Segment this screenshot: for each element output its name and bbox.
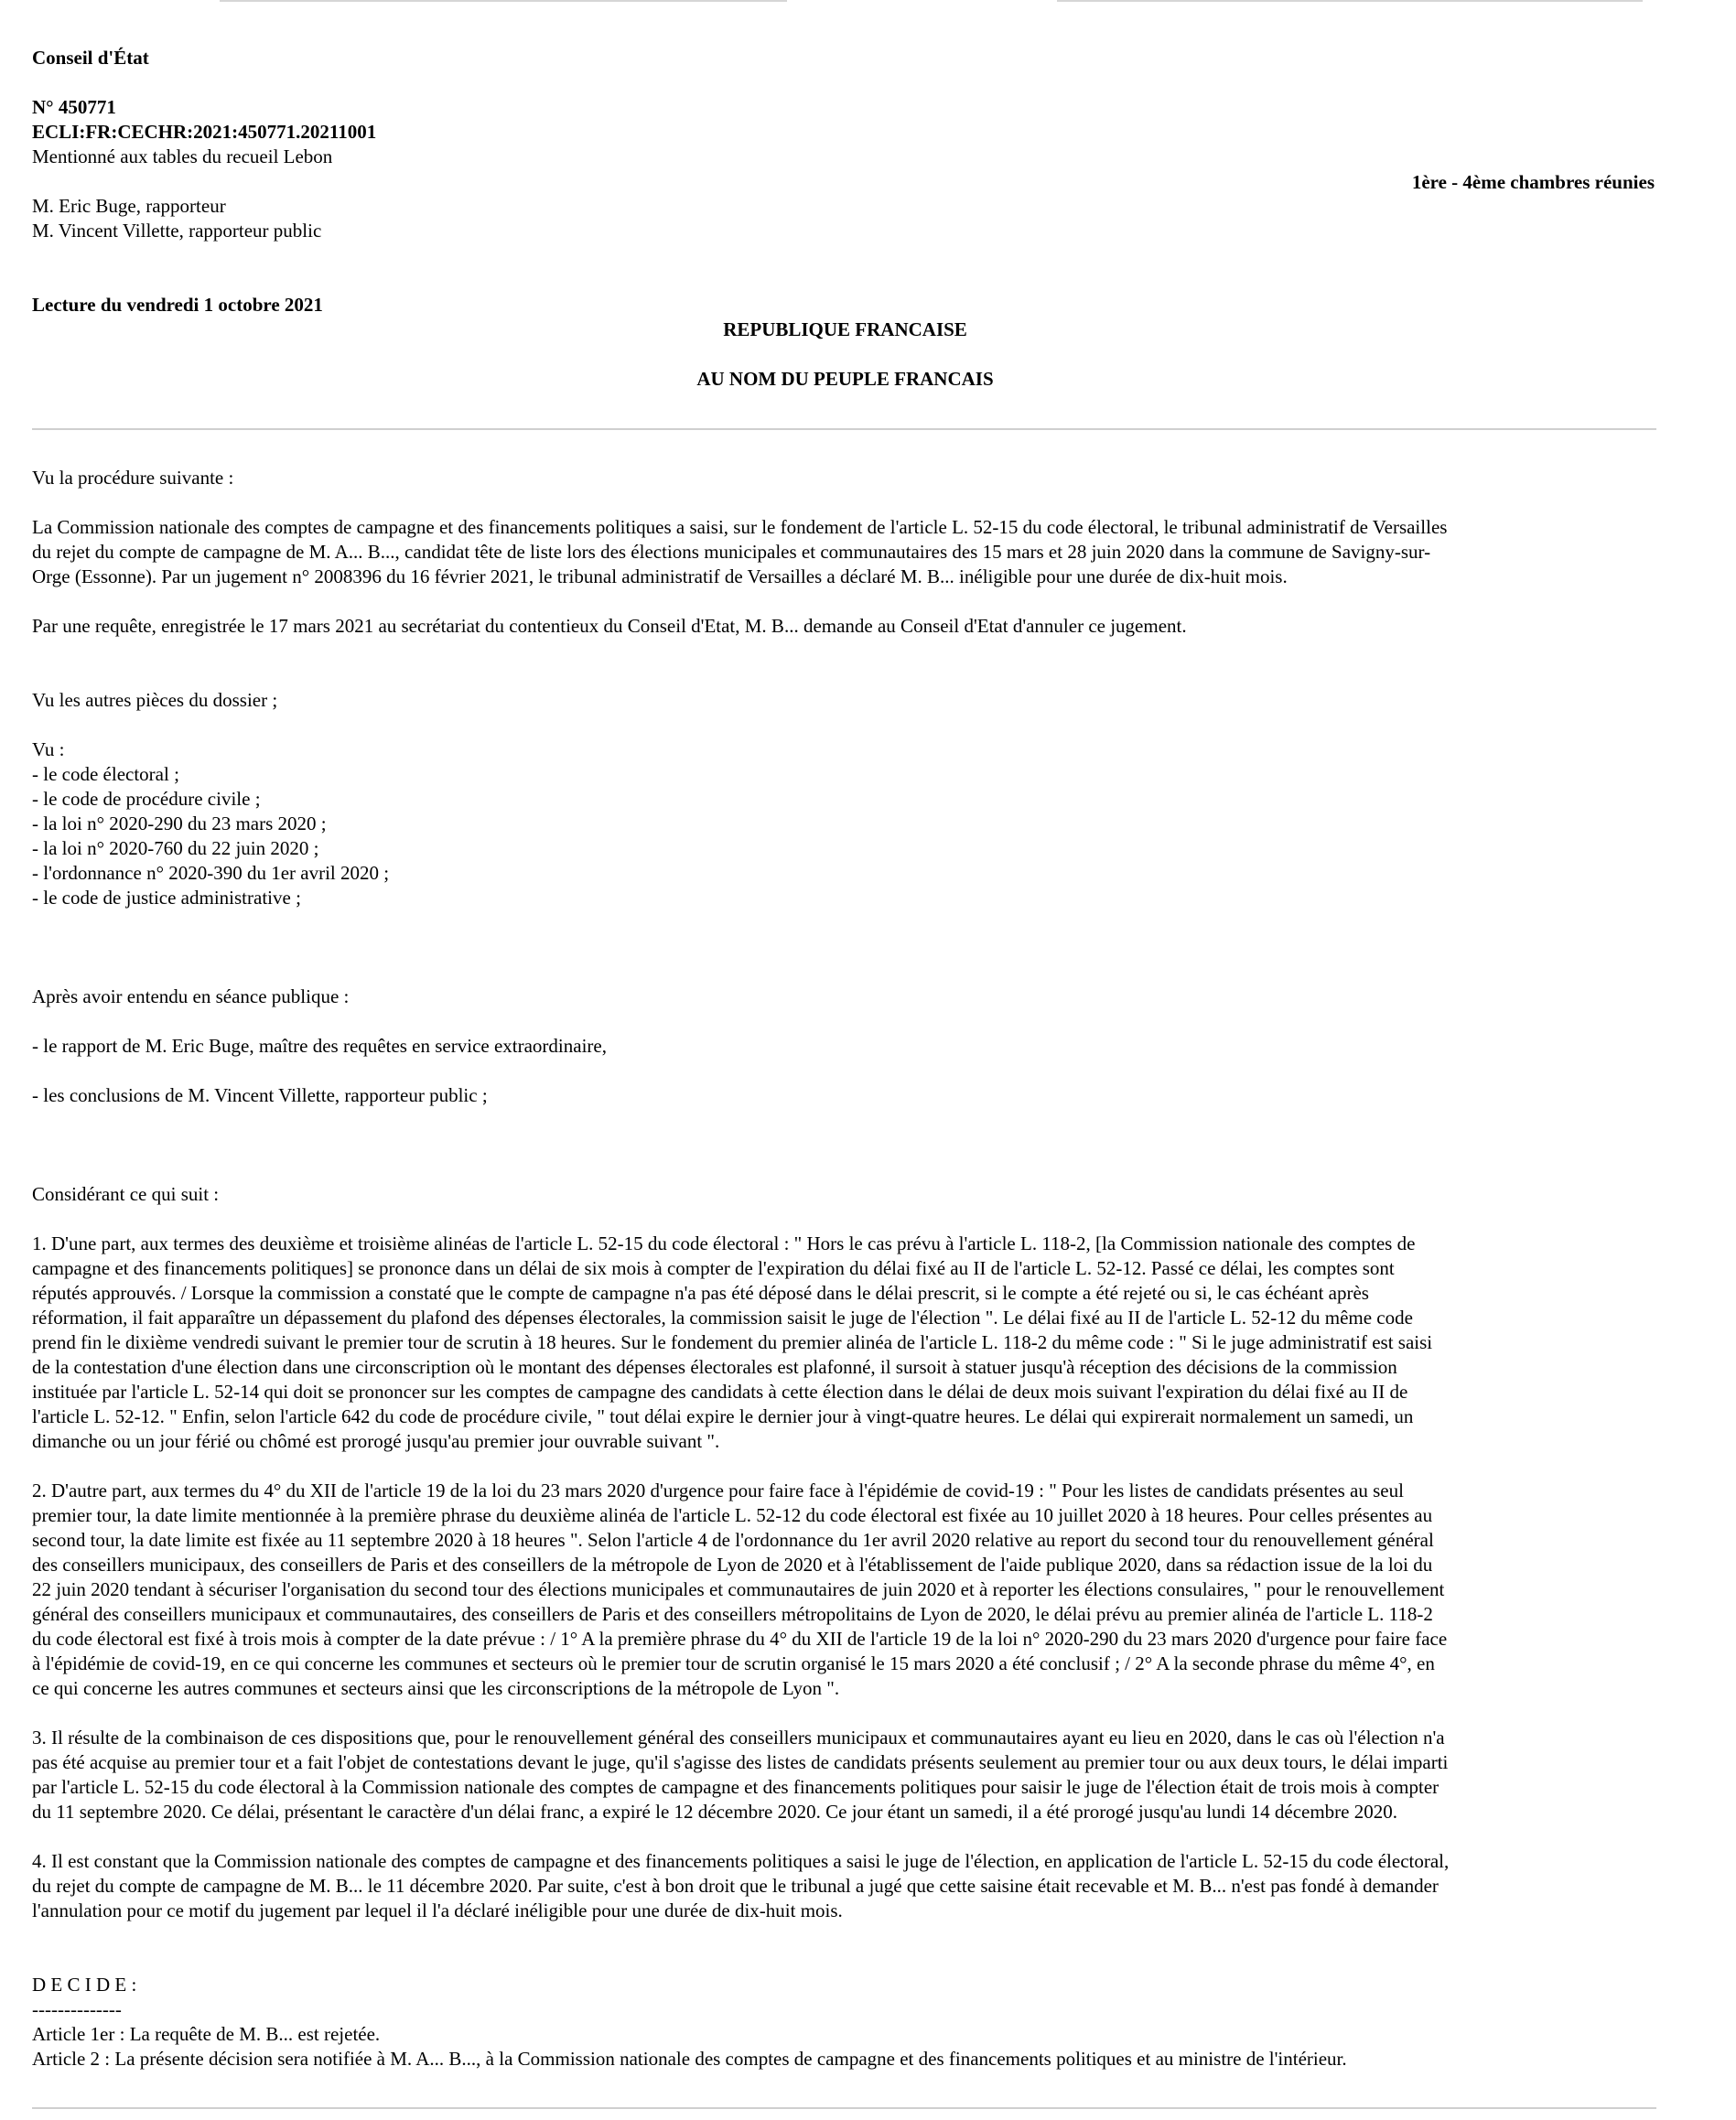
rapporteur-public: M. Vincent Villette, rapporteur public [32, 220, 322, 242]
paragraph-line: 2. D'autre part, aux termes du 4° du XII de l'article 19 de la loi du 23 mars 2020 d'urgence pour faire face à l'épidémie de covid-19 : " Pour les listes de candidats présentes au seul [32, 1480, 1404, 1501]
paragraph-line: 22 juin 2020 tendant à sécuriser l'organisation du second tour des élections municipales et communautaires de juin 2020 et à reporter les élections consulaires, " pour le renouvellement [32, 1578, 1445, 1600]
paragraph-line: général des conseillers municipaux et communautaires, des conseillers de Paris et des conseillers métropolitains de Lyon de 2020, le délai prévu au premier alinéa de l'article L. 118-2 [32, 1603, 1433, 1625]
procedure-line: du rejet du compte de campagne de M. A... B..., candidat tête de liste lors des élections municipales et communautaires des 15 mars et 28 juin 2020 dans la commune de Savigny-sur- [32, 541, 1431, 563]
paragraph-line: réputés approuvés. / Lorsque la commission a constaté que le compte de campagne n'a pas été déposé dans le délai prescrit, si le compte a été rejeté ou si, le cas échéant après [32, 1282, 1369, 1304]
top-divider-left [220, 0, 787, 2]
paragraph-line: réformation, il fait apparaître un dépassement du plafond des dépenses électorales, la commission saisit le juge de l'élection ". Le délai fixé au II de l'article L. 52-12 du même code [32, 1307, 1413, 1329]
paragraph-line: ce qui concerne les autres communes et secteurs ainsi que les circonscriptions de la métropole de Lyon ". [32, 1677, 840, 1699]
hearing-report: - le rapport de M. Eric Buge, maître des requêtes en service extraordinaire, [32, 1035, 607, 1057]
considering-intro: Considérant ce qui suit : [32, 1183, 220, 1205]
procedure-paragraph-1 [32, 515, 1656, 589]
paragraph-line: second tour, la date limite est fixée au 11 septembre 2020 à 18 heures ". Selon l'article 4 de l'ordonnance du 1er avril 2020 relative au report du second tour du renouvellement général [32, 1529, 1434, 1551]
considering-paragraph-2 [32, 1479, 1656, 1701]
paragraph-line: par l'article L. 52-15 du code électoral à la Commission nationale des comptes de campagne et des financements politiques pour saisir le juge de l'élection était de trois mois à compter [32, 1776, 1439, 1798]
article-2: Article 2 : La présente décision sera notifiée à M. A... B..., à la Commission nationale des comptes de campagne et des financements politiques et au ministre de l'intérieur. [32, 2048, 1347, 2070]
visas-list [32, 737, 1656, 910]
decision-block [32, 1973, 1656, 2072]
paragraph-line: du code électoral est fixé à trois mois à compter de la date prévue : / 1° A la première phrase du 4° du XII de l'article 19 de la loi n° 2020-290 du 23 mars 2020 d'urgence pour faire face [32, 1628, 1448, 1650]
visa-item: - le code de procédure civile ; [32, 788, 261, 810]
paragraph-line: l'article L. 52-12. " Enfin, selon l'article 642 du code de procédure civile, " tout délai expire le dernier jour à vingt-quatre heures. Le délai qui expirerait normalement un samedi, un [32, 1405, 1414, 1427]
visa-item: - l'ordonnance n° 2020-390 du 1er avril 2020 ; [32, 862, 390, 884]
people-heading: AU NOM DU PEUPLE FRANCAIS [696, 368, 994, 390]
paragraph-line: 3. Il résulte de la combinaison de ces dispositions que, pour le renouvellement général des conseillers municipaux et communautaires ayant eu lieu en 2020, dans le cas où l'élection n'a [32, 1727, 1445, 1749]
visa-item: - le code électoral ; [32, 763, 179, 785]
hearing-intro: Après avoir entendu en séance publique : [32, 985, 350, 1007]
header-divider [32, 428, 1656, 430]
article-1: Article 1er : La requête de M. B... est rejetée. [32, 2023, 381, 2045]
paragraph-line: instituée par l'article L. 52-14 qui doit se prononcer sur les comptes de campagne des candidats à cette élection dans le délai de deux mois suivant l'expiration du délai fixé au II de [32, 1381, 1408, 1403]
paragraph-line: prend fin le dixième vendredi suivant le premier tour de scrutin à 18 heures. Sur le fondement du premier alinéa de l'article L. 118-2 du même code : " Si le juge administratif est saisi [32, 1331, 1433, 1353]
procedure-line: Orge (Essonne). Par un jugement n° 2008396 du 16 février 2021, le tribunal administratif de Versailles a déclaré M. B... inéligible pour une durée de dix-huit mois. [32, 565, 1288, 587]
paragraph-line: l'annulation pour ce motif du jugement par lequel il l'a déclaré inéligible pour une durée de dix-huit mois. [32, 1899, 843, 1921]
visa-item: - la loi n° 2020-290 du 23 mars 2020 ; [32, 812, 327, 834]
paragraph-line: de la contestation d'une élection dans une circonscription où le montant des dépenses électorales est plafonné, il sursoit à statuer jusqu'à réception des décisions de la commission [32, 1356, 1397, 1378]
paragraph-line: 1. D'une part, aux termes des deuxième et troisième alinéas de l'article L. 52-15 du code électoral : " Hors le cas prévu à l'article L. 118-2, [la Commission nationale des comptes de [32, 1232, 1416, 1254]
other-pieces: Vu les autres pièces du dossier ; [32, 689, 278, 711]
visa-item: - la loi n° 2020-760 du 22 juin 2020 ; [32, 837, 319, 859]
case-number: N° 450771 [32, 96, 116, 118]
republic-heading: REPUBLIQUE FRANCAISE [723, 318, 967, 340]
chambers-label: 1ère - 4ème chambres réunies [1411, 171, 1655, 193]
decide-underline: -------------- [32, 1998, 122, 2020]
decide-heading: D E C I D E : [32, 1974, 137, 1996]
paragraph-line: premier tour, la date limite mentionnée à la première phrase du deuxième alinéa de l'article L. 52-12 du code électoral est fixée au 10 juillet 2020 à 18 heures. Pour celles présentes au [32, 1504, 1433, 1526]
footer-divider [32, 2107, 1656, 2109]
visa-item: - le code de justice administrative ; [32, 887, 301, 909]
top-divider-right [1057, 0, 1643, 2]
paragraph-line: pas été acquise au premier tour et a fait l'objet de contestations devant le juge, qu'il s'agisse des listes de candidats présents seulement au premier tour ou aux deux tours, le délai imparti [32, 1751, 1449, 1773]
considering-paragraph-3 [32, 1726, 1656, 1824]
paragraph-line: du rejet du compte de campagne de M. B... le 11 décembre 2020. Par suite, c'est à bon droit que le tribunal a jugé que cette saisine était recevable et M. B... n'est pas fondé à demander [32, 1875, 1439, 1897]
procedure-line: La Commission nationale des comptes de campagne et des financements politiques a saisi, sur le fondement de l'article L. 52-15 du code électoral, le tribunal administratif de Versailles [32, 516, 1448, 538]
paragraph-line: des conseillers municipaux, des conseillers de Paris et des conseillers de la métropole de Lyon de 2020 et à l'établissement de l'aide publique 2020, dans sa rédaction issue de la loi du [32, 1554, 1433, 1576]
reading-date: Lecture du vendredi 1 octobre 2021 [32, 294, 323, 316]
ecli-identifier: ECLI:FR:CECHR:2021:450771.20211001 [32, 121, 377, 143]
procedure-intro: Vu la procédure suivante : [32, 467, 234, 489]
procedure-paragraph-2: Par une requête, enregistrée le 17 mars 2021 au secrétariat du contentieux du Conseil d'Etat, M. B... demande au Conseil d'Etat d'annuler ce jugement. [32, 615, 1187, 637]
paragraph-line: 4. Il est constant que la Commission nationale des comptes de campagne et des financements politiques a saisi le juge de l'élection, en application de l'article L. 52-15 du code électoral, [32, 1850, 1450, 1872]
lebon-mention: Mentionné aux tables du recueil Lebon [32, 145, 333, 167]
paragraph-line: campagne et des financements politiques] se prononce dans un délai de six mois à compter de l'expiration du délai fixé au II de l'article L. 52-12. Passé ce délai, les comptes sont [32, 1257, 1395, 1279]
considering-paragraph-4 [32, 1849, 1656, 1923]
visas-vu: Vu : [32, 738, 65, 760]
paragraph-line: dimanche ou un jour férié ou chômé est prorogé jusqu'au premier jour ouvrable suivant ". [32, 1430, 720, 1452]
court-name: Conseil d'État [32, 47, 149, 69]
considering-paragraph-1 [32, 1232, 1656, 1454]
decision-body [32, 466, 1656, 2072]
rapporteur: M. Eric Buge, rapporteur [32, 195, 226, 217]
hearing-conclusions: - les conclusions de M. Vincent Villette, rapporteur public ; [32, 1084, 488, 1106]
paragraph-line: du 11 septembre 2020. Ce délai, présentant le caractère d'un délai franc, a expiré le 12 décembre 2020. Ce jour étant un samedi, il a été prorogé jusqu'au lundi 14 décembre 2020. [32, 1801, 1397, 1823]
paragraph-line: à l'épidémie de covid-19, en ce qui concerne les communes et secteurs où le premier tour de scrutin organisé le 15 mars 2020 a été conclusif ; / 2° A la seconde phrase du même 4°, en [32, 1652, 1435, 1674]
